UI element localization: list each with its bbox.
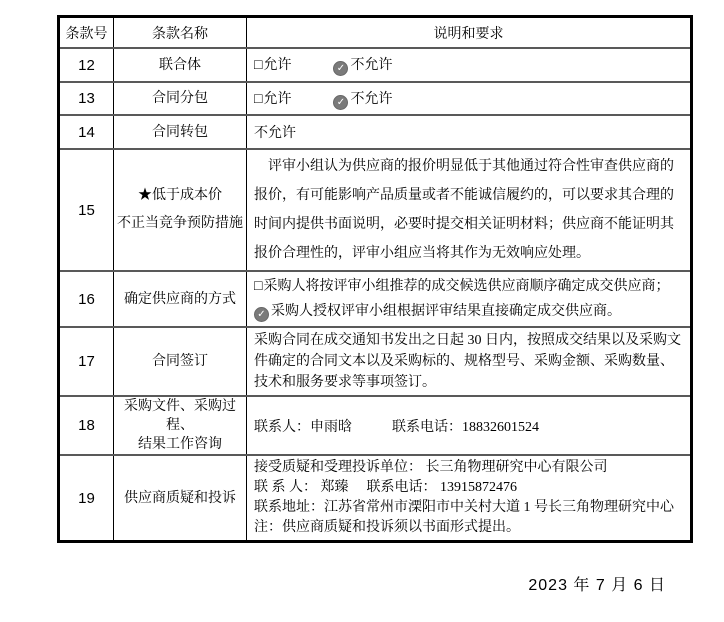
check-circle-icon: ✓	[254, 307, 269, 322]
option-deny	[333, 92, 392, 107]
option-deny	[333, 58, 392, 73]
clause-description	[247, 82, 692, 115]
clause-name: 合同分包	[114, 82, 247, 115]
clause-description	[247, 271, 692, 327]
option-allow	[254, 92, 291, 107]
clause-description: 不允许	[247, 115, 692, 149]
clause-name	[114, 149, 247, 271]
table-row-13	[59, 82, 692, 115]
complaint-contact-line	[254, 478, 684, 498]
clause-paragraph: 评审小组认为供应商的报价明显低于其他通过符合性审查供应商的报价，有可能影响产品质量或者不能诚信履约的，可以要求其合理的时间内提供书面说明，必要时提交相关证明材料；供应商不能证明其报价合理性的，评审小组应当将其作为无效响应处理。	[254, 159, 674, 261]
header-clause-no: 条款号	[59, 17, 114, 49]
complaint-note-line: 注：供应商质疑和投诉须以书面形式提出。	[254, 520, 520, 535]
checkbox-unchecked-icon: □	[254, 91, 263, 107]
clause-description	[247, 48, 692, 82]
clause-name-line1: ★低于成本价	[138, 188, 222, 203]
option-allow-label: 允许	[263, 58, 292, 73]
terms-table	[57, 15, 693, 543]
option-1-label: 采购人将按评审小组推荐的成交候选供应商顺序确定成交供应商；	[263, 279, 670, 294]
clause-no: 13	[59, 82, 114, 115]
contact-person: 联 系 人： 郑臻	[254, 480, 349, 495]
clause-no: 17	[59, 327, 114, 396]
clause-no: 19	[59, 455, 114, 542]
option-line-2	[254, 299, 684, 324]
clause-name: 确定供应商的方式	[114, 271, 247, 327]
clause-name: 供应商质疑和投诉	[114, 455, 247, 542]
clause-no: 15	[59, 149, 114, 271]
option-allow-label: 允许	[263, 91, 292, 107]
table-row-17	[59, 327, 692, 396]
table-row-18	[59, 396, 692, 455]
table-row-14	[59, 115, 692, 149]
option-deny-label: 不允许	[350, 58, 393, 73]
header-clause-name: 条款名称	[114, 17, 247, 49]
clause-description	[247, 396, 692, 455]
checkbox-unchecked-icon: □	[254, 279, 263, 294]
clause-description	[247, 149, 692, 271]
table-row-16	[59, 271, 692, 327]
checkbox-unchecked-icon: □	[254, 58, 263, 73]
clause-name	[114, 396, 247, 455]
clause-name-line1: 采购文件、采购过程、	[124, 399, 236, 433]
clause-no: 18	[59, 396, 114, 455]
clause-name-line2: 不正当竞争预防措施	[117, 216, 243, 231]
table-header-row	[59, 17, 692, 49]
complaint-unit-line: 接受质疑和受理投诉单位： 长三角物理研究中心有限公司	[254, 460, 608, 475]
clause-no: 14	[59, 115, 114, 149]
clause-description	[247, 327, 692, 396]
contact-phone: 联系电话：18832601524	[392, 419, 539, 435]
document-date: 2023 年 7 月 6 日	[528, 577, 666, 594]
header-description: 说明和要求	[247, 17, 692, 49]
check-circle-icon: ✓	[333, 95, 348, 110]
table-row-12	[59, 48, 692, 82]
clause-description	[247, 455, 692, 542]
option-allow	[254, 58, 291, 73]
check-circle-icon: ✓	[333, 61, 348, 76]
contact-person: 联系人：申雨晗	[254, 419, 352, 435]
option-2-label: 采购人授权评审小组根据评审结果直接确定成交供应商。	[271, 304, 621, 319]
complaint-address-line: 联系地址：江苏省常州市溧阳市中关村大道 1 号长三角物理研究中心	[254, 500, 674, 515]
clause-paragraph: 采购合同在成交通知书发出之日起 30 日内，按照成交结果以及采购文件确定的合同文本以及采购标的、规格型号、采购金额、采购数量、技术和服务要求等事项签订。	[254, 333, 681, 390]
option-deny-label: 不允许	[350, 91, 393, 107]
clause-name: 联合体	[114, 48, 247, 82]
table-row-15	[59, 149, 692, 271]
clause-no: 16	[59, 271, 114, 327]
option-line-1	[254, 274, 684, 299]
clause-name: 合同转包	[114, 115, 247, 149]
contact-phone: 联系电话： 13915872476	[366, 480, 517, 495]
table-row-19	[59, 455, 692, 542]
clause-name-line2: 结果工作咨询	[138, 437, 222, 452]
clause-name: 合同签订	[114, 327, 247, 396]
clause-no: 12	[59, 48, 114, 82]
